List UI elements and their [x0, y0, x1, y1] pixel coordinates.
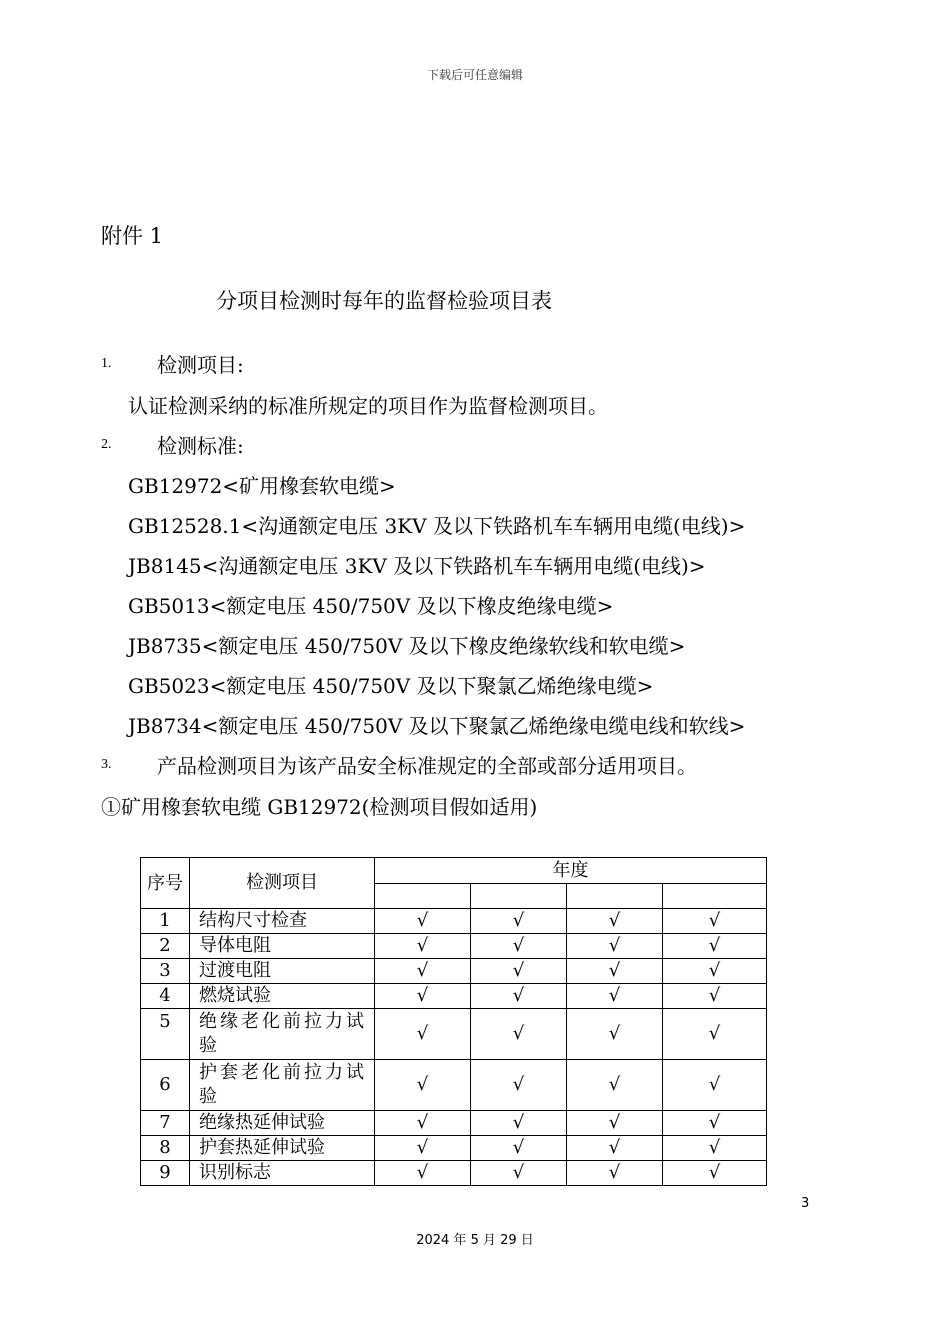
table-row: [141, 984, 767, 1009]
row-number: 4: [141, 984, 190, 1009]
check-mark: √: [663, 909, 767, 934]
standard-item: GB12528.1<沟通额定电压 3KV 及以下铁路机车车辆用电缆(电线)>: [128, 514, 746, 538]
row-item: 过渡电阻: [190, 959, 375, 984]
row-number: 9: [141, 1161, 190, 1186]
subsection-heading: ①矿用橡套软电缆 GB12972(检测项目假如适用): [101, 795, 538, 819]
check-mark: √: [663, 934, 767, 959]
check-mark: √: [471, 1009, 567, 1060]
row-item: 护套老化前拉力试验: [190, 1060, 375, 1111]
standard-item: GB12972<矿用橡套软电缆>: [128, 474, 396, 498]
check-mark: √: [375, 909, 471, 934]
row-number: 1: [141, 909, 190, 934]
row-number: 8: [141, 1136, 190, 1161]
section-1-number: 1.: [101, 356, 112, 371]
section-3-number: 3.: [101, 757, 112, 772]
row-item: 护套热延伸试验: [190, 1136, 375, 1161]
check-mark: √: [663, 984, 767, 1009]
year-column: [375, 884, 471, 909]
page-number: 3: [801, 1196, 810, 1211]
table-row: [141, 934, 767, 959]
check-mark: √: [567, 1136, 663, 1161]
check-mark: √: [375, 1161, 471, 1186]
standard-item: JB8145<沟通额定电压 3KV 及以下铁路机车车辆用电缆(电线)>: [128, 554, 706, 578]
check-mark: √: [471, 909, 567, 934]
row-item: 绝缘热延伸试验: [190, 1111, 375, 1136]
standard-item: GB5013<额定电压 450/750V 及以下橡皮绝缘电缆>: [128, 594, 614, 618]
table-row: [141, 1136, 767, 1161]
check-mark: √: [567, 959, 663, 984]
check-mark: √: [663, 1161, 767, 1186]
check-mark: √: [663, 959, 767, 984]
row-number: 5: [141, 1009, 190, 1060]
row-item: 绝缘老化前拉力试验: [190, 1009, 375, 1060]
row-number: 3: [141, 959, 190, 984]
section-1-text: 认证检测采纳的标准所规定的项目作为监督检测项目。: [128, 394, 608, 418]
header-test-item: 检测项目: [190, 858, 375, 909]
table-row: [141, 1060, 767, 1111]
check-mark: √: [471, 984, 567, 1009]
check-mark: √: [567, 984, 663, 1009]
table-row: [141, 959, 767, 984]
header-serial-number: 序号: [141, 858, 190, 909]
inspection-items-table: [140, 857, 767, 1186]
check-mark: √: [663, 1136, 767, 1161]
check-mark: √: [471, 1060, 567, 1111]
section-2-number: 2.: [101, 437, 112, 452]
table-row: [141, 1009, 767, 1060]
standard-item: GB5023<额定电压 450/750V 及以下聚氯乙烯绝缘电缆>: [128, 674, 654, 698]
check-mark: √: [567, 1161, 663, 1186]
check-mark: √: [663, 1111, 767, 1136]
check-mark: √: [471, 959, 567, 984]
check-mark: √: [471, 1111, 567, 1136]
check-mark: √: [375, 984, 471, 1009]
row-item: 导体电阻: [190, 934, 375, 959]
check-mark: √: [471, 1161, 567, 1186]
check-mark: √: [375, 1060, 471, 1111]
year-column: [567, 884, 663, 909]
check-mark: √: [471, 1136, 567, 1161]
footer-date: 2024 年 5 月 29 日: [416, 1233, 534, 1248]
page-header: 下载后可任意编辑: [426, 68, 523, 82]
row-number: 6: [141, 1060, 190, 1111]
check-mark: √: [375, 1136, 471, 1161]
check-mark: √: [567, 1009, 663, 1060]
check-mark: √: [375, 934, 471, 959]
check-mark: √: [375, 959, 471, 984]
attachment-label: 附件 1: [101, 224, 164, 248]
row-number: 2: [141, 934, 190, 959]
section-3-text: 产品检测项目为该产品安全标准规定的全部或部分适用项目。: [157, 754, 697, 778]
row-item: 燃烧试验: [190, 984, 375, 1009]
row-number: 7: [141, 1111, 190, 1136]
document-title: 分项目检测时每年的监督检验项目表: [216, 289, 552, 313]
table-row: [141, 1161, 767, 1186]
standard-item: JB8735<额定电压 450/750V 及以下橡皮绝缘软线和软电缆>: [128, 634, 686, 658]
check-mark: √: [567, 1111, 663, 1136]
check-mark: √: [375, 1111, 471, 1136]
check-mark: √: [663, 1060, 767, 1111]
year-column: [663, 884, 767, 909]
check-mark: √: [567, 909, 663, 934]
header-year: 年度: [375, 858, 767, 884]
row-item: 结构尺寸检查: [190, 909, 375, 934]
standard-item: JB8734<额定电压 450/750V 及以下聚氯乙烯绝缘电缆电线和软线>: [128, 714, 746, 738]
check-mark: √: [567, 934, 663, 959]
year-column: [471, 884, 567, 909]
table-row: [141, 1111, 767, 1136]
row-item: 识别标志: [190, 1161, 375, 1186]
check-mark: √: [663, 1009, 767, 1060]
section-1-heading: 检测项目:: [157, 353, 244, 377]
check-mark: √: [567, 1060, 663, 1111]
check-mark: √: [471, 934, 567, 959]
section-2-heading: 检测标准:: [157, 434, 244, 458]
table-row: [141, 909, 767, 934]
check-mark: √: [375, 1009, 471, 1060]
